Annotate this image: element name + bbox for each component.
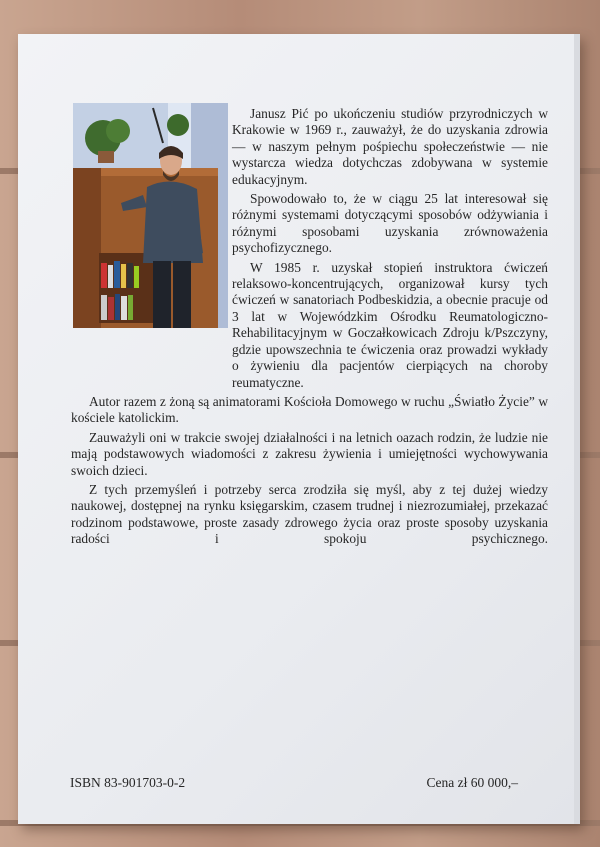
intro-paragraph: Janusz Pić po ukończeniu studiów przyrodniczych w Krakowie w 1969 r., zauważył, że do uzyskania zdrowia — w naszym pełnym pośpiechu społeczeństwie — nie wystarcza wiedza dotychczas zdobywana w systemie edukacyjnym. <box>232 106 548 187</box>
isbn-number: ISBN 83-901703-0-2 <box>70 775 186 790</box>
blurb-paragraph: Spowodowało to, że w ciągu 25 lat interesował się różnymi systemami dotyczącymi sposobów odżywiania i różnymi sposobami uzyskania zrównoważenia psychofizycznego. <box>232 191 548 256</box>
blurb-paragraph: Z tych przemyśleń i potrzeby serca zrodziła się myśl, aby z tej dużej wiedzy naukowej, dostępnej na rynku księgarskim, czasem trudnej i niezrozumiałej, przekazać rodzinom podstawowe, proste zasady zdrowego życia oraz proste sposoby uzyskania radości i spokoju psychicznego. <box>71 481 548 547</box>
book-back-cover <box>18 34 580 824</box>
blurb-paragraph: Zauważyli oni w trakcie swojej działalności i na letnich oazach rodzin, że ludzie nie mają podstawowych wiadomości z zakresu żywienia i umiejętności wychowywania swoich dzieci. <box>71 429 548 478</box>
price-label: Cena zł 60 000,– <box>426 775 518 790</box>
blurb-paragraph: Autor razem z żoną są animatorami Kościoła Domowego w ruchu „Światło Życie” w kościele katolickim. <box>71 393 548 426</box>
blurb-text <box>71 106 548 551</box>
blurb-paragraph: W 1985 r. uzyskał stopień instruktora ćwiczeń relaksowo-koncentrujących, organizował kursy tych ćwiczeń w sanatoriach Podbeskidzia, a obecnie pracuje od 3 lat w Wojewódzkim Ośrodku Reumatologiczno-Rehabilitacyjnym w Goczałkowicach Zdroju k/Pszczyny, gdzie upowszechnia te ćwiczenia oraz prowadzi wykłady o żywieniu dla pacjentów cierpiących na choroby reumatyczne. <box>232 259 548 390</box>
